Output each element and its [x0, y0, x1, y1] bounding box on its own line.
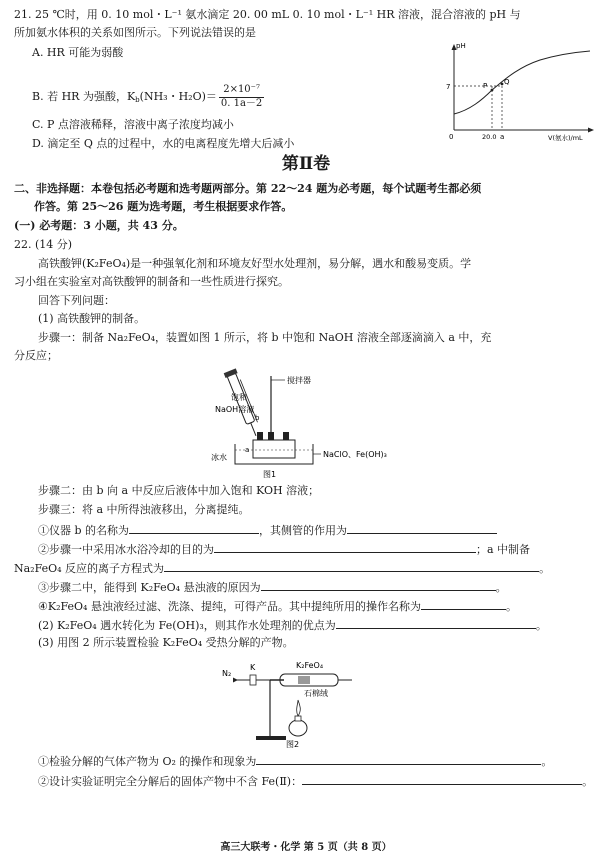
q22-step3: 步骤三：将 a 中所得浊液移出，分离提纯。	[38, 503, 250, 516]
alcohol-lamp	[289, 720, 307, 736]
answer-blank-2[interactable]	[347, 522, 497, 534]
gas-flow-arrow	[233, 678, 238, 683]
q22-prompt: 回答下列问题：	[38, 294, 115, 307]
answer-blank-5[interactable]	[261, 579, 496, 591]
answer-blank-9[interactable]	[302, 773, 582, 785]
fraction-numerator: 2×10⁻⁷	[219, 84, 264, 98]
ice-water-label: 冰水	[211, 453, 227, 462]
q22-part2	[38, 617, 547, 633]
page-footer: 高三大联考・化学 第 5 页（共 8 页）	[220, 842, 392, 853]
n2-label: N₂	[222, 669, 232, 678]
q21-stem-line2: 所加氨水体积的关系如图所示。下列说法错误的是	[14, 26, 256, 39]
period: 。	[539, 562, 551, 575]
q21-stem-line1: 21. 25 ℃时，用 0. 10 mol・L⁻¹ 氨水滴定 20. 00 mL 0. 10 mol・L⁻¹ HR 溶液，混合溶液的 pH 与	[14, 8, 521, 21]
part3-q2-text: ②设计实验证明完全分解后的固体产物中不含 Fe(Ⅱ)：	[38, 775, 303, 788]
three-neck-flask-a	[253, 440, 295, 458]
q22-para-line1: 高铁酸钾(K₂FeO₄)是一种强氧化剂和环境友好型水处理剂，易分解，遇水和酸易变质。学	[38, 257, 472, 270]
answer-blank-6[interactable]	[421, 598, 506, 610]
period: 。	[541, 755, 553, 768]
point-q-label: Q	[504, 78, 510, 86]
q22-subq4	[38, 598, 517, 614]
q21-option-d: D. 滴定至 Q 点的过程中，水的电离程度先增大后减小	[32, 137, 295, 150]
x-tick-a-label: a	[500, 133, 505, 141]
y-axis-label: pH	[456, 42, 466, 50]
answer-blank-8[interactable]	[256, 753, 541, 765]
subq2-text-c: Na₂FeO₄ 反应的离子方程式为	[14, 562, 165, 575]
point-p-label: P	[483, 82, 488, 90]
q22-subq1	[38, 522, 497, 538]
point-q-marker	[501, 83, 504, 86]
q21-ph-titration-graph	[440, 40, 606, 142]
q22-step2: 步骤二：由 b 向 a 中反应后液体中加入饱和 KOH 溶液；	[38, 484, 320, 497]
q21-option-b-sub: b	[135, 96, 140, 104]
sample-label: K₂FeO₄	[296, 661, 324, 670]
flask-neck-right	[283, 432, 289, 440]
naoh-label-line2: NaOH溶液	[215, 405, 255, 414]
period: 。	[535, 619, 547, 632]
origin-label: 0	[449, 133, 454, 141]
figure1-caption: 图1	[263, 470, 277, 479]
subq2-text-b: ；a 中制备	[476, 543, 531, 556]
subq3-text: ③步骤二中，能得到 K₂FeO₄ 悬浊液的原因为	[38, 581, 261, 594]
stand-base	[256, 736, 286, 740]
stirrer-label: 搅拌器	[287, 376, 311, 385]
section-title: 第Ⅱ卷	[281, 154, 331, 174]
reagents-label: NaClO、Fe(OH)₃	[323, 450, 387, 459]
valve-k-label: K	[250, 663, 256, 672]
flame	[297, 700, 301, 716]
x-axis-arrow	[588, 128, 594, 133]
q22-step1-line1: 步骤一：制备 Na₂FeO₄，装置如图 1 所示，将 b 中饱和 NaOH 溶液全部逐滴滴入 a 中，充	[38, 331, 492, 344]
period: 。	[582, 775, 594, 788]
flask-neck-left	[257, 432, 263, 440]
ph-curve	[454, 51, 590, 114]
part1-heading: (一) 必考题：3 小题，共 43 分。	[14, 219, 184, 232]
period: 。	[495, 581, 507, 594]
x-tick-20-label: 20.0	[482, 133, 497, 141]
q21-option-b-prefix: B. 若 HR 为强酸，K	[32, 90, 136, 103]
asbestos-label: 石棉绒	[304, 689, 328, 698]
naoh-label-line1: 饱和	[231, 393, 247, 402]
answer-blank-3[interactable]	[214, 541, 476, 553]
lamp-wick-holder	[295, 716, 301, 721]
answer-blank-4[interactable]	[164, 560, 539, 572]
subq1-text-a: ①仪器 b 的名称为	[38, 524, 130, 537]
q22-subq3	[38, 579, 507, 595]
subq4-text: ④K₂FeO₄ 悬浊液经过滤、洗涤、提纯，可得产品。其中提纯所用的操作名称为	[38, 600, 421, 613]
q22-part3-q1	[38, 753, 552, 769]
q22-subq2-line2	[14, 560, 550, 576]
q21-option-a: A. HR 可能为弱酸	[32, 46, 124, 59]
label-a: a	[245, 446, 250, 454]
answer-blank-7[interactable]	[336, 617, 536, 629]
q21-option-b	[32, 84, 264, 110]
point-p-marker	[491, 89, 494, 92]
funnel-stem	[251, 423, 256, 436]
answer-blank-1[interactable]	[129, 522, 259, 534]
q22-part3-q2	[38, 773, 593, 789]
subq1-text-b: ，其侧管的作用为	[259, 524, 348, 537]
q21-option-c: C. P 点溶液稀释，溶液中离子浓度均减小	[32, 118, 234, 131]
valve-k	[250, 675, 256, 685]
subq2-text-a: ②步骤一中采用冰水浴冷却的目的为	[38, 543, 214, 556]
tick-7-label: 7	[446, 83, 451, 91]
section-intro-line2: 作答。第 25～26 题为选考题，考生根据要求作答。	[34, 200, 293, 213]
figure2-apparatus	[222, 656, 382, 748]
q22-step1-line2: 分反应；	[14, 349, 58, 362]
figure1-apparatus	[205, 366, 395, 482]
period: 。	[505, 600, 517, 613]
q22-subq2	[38, 541, 530, 557]
section-intro-line1: 二、非选择题：本卷包括必考题和选考题两部分。第 22～24 题为必考题，每个试题考生都必须	[14, 182, 482, 195]
q22-heading: 22. (14 分)	[14, 238, 73, 251]
fraction-denominator: 0. 1a－2	[220, 97, 263, 109]
q22-part1-heading: (1) 高铁酸钾的制备。	[38, 312, 146, 325]
part3-q1-text: ①检验分解的气体产物为 O₂ 的操作和现象为	[38, 755, 257, 768]
figure2-caption: 图2	[286, 740, 300, 748]
part2-text: (2) K₂FeO₄ 遇水转化为 Fe(OH)₃，则其作水处理剂的优点为	[38, 619, 336, 632]
q22-para-line2: 习小组在实验室对高铁酸钾的制备和一些性质进行探究。	[14, 275, 289, 288]
sample-powder	[298, 676, 310, 684]
q21-option-b-fraction	[219, 84, 264, 110]
flask-neck-middle	[268, 432, 274, 440]
q22-part3: (3) 用图 2 所示装置检验 K₂FeO₄ 受热分解的产物。	[38, 636, 294, 649]
label-b: b	[255, 414, 260, 422]
q21-option-b-mid: (NH₃・H₂O)＝	[139, 90, 217, 103]
x-axis-label: V(氨水)/mL	[548, 134, 583, 142]
